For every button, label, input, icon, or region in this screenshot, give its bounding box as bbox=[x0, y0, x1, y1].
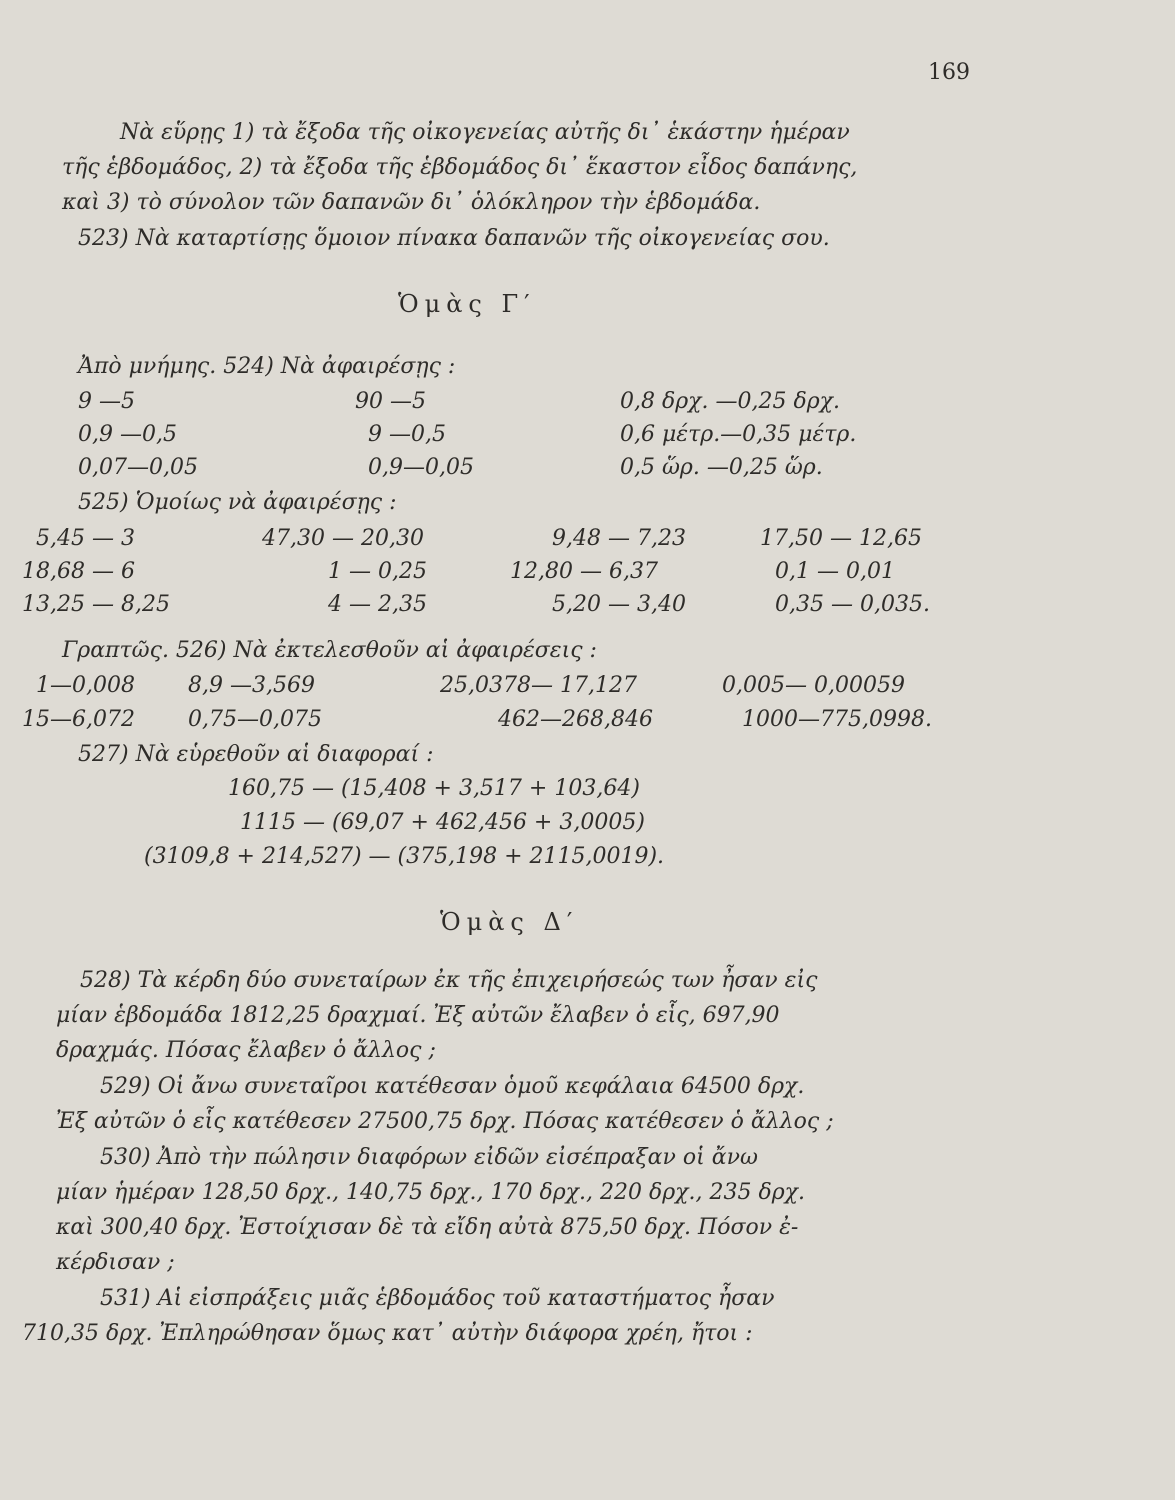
group-c-title: Ὁμὰς Γ′ bbox=[398, 290, 536, 318]
ex531-line-2: 710,35 δρχ. Ἐπληρώθησαν ὅμως κατ᾽ αὐτὴν διάφορα χρέη, ἤτοι : bbox=[22, 1321, 753, 1346]
ex530-line-1: 530) Ἀπὸ τὴν πώλησιν διαφόρων εἰδῶν εἰσέπραξαν οἱ ἄνω bbox=[100, 1145, 758, 1170]
ex526-r1-c2: 8,9 —3,569 bbox=[188, 673, 315, 698]
ex526-r2-c2: 0,75—0,075 bbox=[188, 707, 322, 732]
ex530-line-2: μίαν ἡμέραν 128,50 δρχ., 140,75 δρχ., 170 δρχ., 220 δρχ., 235 δρχ. bbox=[56, 1180, 805, 1205]
ex524-c1-r2: 0,9 —0,5 bbox=[78, 422, 177, 447]
ex525-c4-r1: 17,50 — 12,65 bbox=[760, 526, 922, 551]
ex525-c4-r3: 0,35 — 0,035. bbox=[775, 592, 930, 617]
ex526-r1-c4: 0,005— 0,00059 bbox=[722, 673, 905, 698]
ex527-expr-3: (3109,8 + 214,527) — (375,198 + 2115,0019). bbox=[144, 844, 665, 869]
ex528-line-3: δραχμάς. Πόσας ἔλαβεν ὁ ἄλλος ; bbox=[56, 1038, 436, 1063]
ex524-c3-r2: 0,6 μέτρ.—0,35 μέτρ. bbox=[620, 422, 857, 447]
intro-line-1: Νὰ εὕρῃς 1) τὰ ἔξοδα τῆς οἰκογενείας αὐτῆς δι᾽ ἑκάστην ἡμέραν bbox=[120, 120, 850, 145]
ex525-c1-r2: 18,68 — 6 bbox=[22, 559, 135, 584]
ex529-line-1: 529) Οἱ ἄνω συνεταῖροι κατέθεσαν ὁμοῦ κεφάλαια 64500 δρχ. bbox=[100, 1074, 805, 1099]
ex525-c1-r1: 5,45 — 3 bbox=[36, 526, 135, 551]
ex528-line-1: 528) Τὰ κέρδη δύο συνεταίρων ἐκ τῆς ἐπιχειρήσεώς των ἦσαν εἰς bbox=[80, 968, 818, 993]
page-number: 169 bbox=[928, 60, 970, 85]
ex528-line-2: μίαν ἑβδομάδα 1812,25 δραχμαί. Ἐξ αὐτῶν ἔλαβεν ὁ εἷς, 697,90 bbox=[56, 1003, 780, 1028]
ex526-r2-c4: 1000—775,0998. bbox=[742, 707, 932, 732]
exercise-524-label: Ἀπὸ μνήμης. 524) Νὰ ἀφαιρέσῃς : bbox=[78, 354, 456, 379]
intro-line-2: τῆς ἑβδομάδος, 2) τὰ ἔξοδα τῆς ἑβδομάδος δι᾽ ἕκαστον εἶδος δαπάνης, bbox=[62, 155, 858, 180]
ex527-expr-2: 1115 — (69,07 + 462,456 + 3,0005) bbox=[240, 810, 645, 835]
ex530-line-4: κέρδισαν ; bbox=[56, 1250, 175, 1275]
exercise-526-label: Γραπτῶς. 526) Νὰ ἐκτελεσθοῦν αἱ ἀφαιρέσεις : bbox=[62, 638, 597, 663]
ex530-line-3: καὶ 300,40 δρχ. Ἐστοίχισαν δὲ τὰ εἴδη αὐτὰ 875,50 δρχ. Πόσον ἐ- bbox=[56, 1215, 799, 1240]
ex525-c2-r1: 47,30 — 20,30 bbox=[262, 526, 424, 551]
ex525-c3-r3: 5,20 — 3,40 bbox=[552, 592, 686, 617]
ex524-c1-r3: 0,07—0,05 bbox=[78, 455, 198, 480]
exercise-527-label: 527) Νὰ εὑρεθοῦν αἱ διαφοραί : bbox=[78, 742, 434, 767]
ex526-r1-c3: 25,0378— 17,127 bbox=[440, 673, 637, 698]
ex525-c3-r1: 9,48 — 7,23 bbox=[552, 526, 686, 551]
ex529-line-2: Ἐξ αὐτῶν ὁ εἷς κατέθεσεν 27500,75 δρχ. Πόσας κατέθεσεν ὁ ἄλλος ; bbox=[56, 1109, 834, 1134]
ex526-r2-c1: 15—6,072 bbox=[22, 707, 135, 732]
ex524-c2-r1: 90 —5 bbox=[355, 389, 426, 414]
ex531-line-1: 531) Αἱ εἰσπράξεις μιᾶς ἑβδομάδος τοῦ καταστήματος ἦσαν bbox=[100, 1286, 775, 1311]
ex526-r1-c1: 1—0,008 bbox=[36, 673, 135, 698]
ex524-c1-r1: 9 —5 bbox=[78, 389, 135, 414]
ex525-c2-r3: 4 — 2,35 bbox=[328, 592, 427, 617]
ex524-c3-r1: 0,8 δρχ. —0,25 δρχ. bbox=[620, 389, 840, 414]
exercise-525-label: 525) Ὁμοίως νὰ ἀφαιρέσῃς : bbox=[78, 490, 397, 515]
exercise-523: 523) Νὰ καταρτίσῃς ὅμοιον πίνακα δαπανῶν τῆς οἰκογενείας σου. bbox=[78, 226, 830, 251]
ex526-r2-c3: 462—268,846 bbox=[498, 707, 653, 732]
intro-line-3: καὶ 3) τὸ σύνολον τῶν δαπανῶν δι᾽ ὁλόκληρον τὴν ἑβδομάδα. bbox=[62, 190, 761, 215]
ex525-c1-r3: 13,25 — 8,25 bbox=[22, 592, 170, 617]
ex524-c3-r3: 0,5 ὥρ. —0,25 ὥρ. bbox=[620, 455, 823, 480]
ex524-c2-r2: 9 —0,5 bbox=[368, 422, 446, 447]
ex525-c2-r2: 1 — 0,25 bbox=[328, 559, 427, 584]
ex527-expr-1: 160,75 — (15,408 + 3,517 + 103,64) bbox=[228, 776, 640, 801]
ex525-c4-r2: 0,1 — 0,01 bbox=[775, 559, 895, 584]
group-d-title: Ὁμὰς Δ′ bbox=[440, 908, 579, 936]
ex524-c2-r3: 0,9—0,05 bbox=[368, 455, 474, 480]
ex525-c3-r2: 12,80 — 6,37 bbox=[510, 559, 658, 584]
